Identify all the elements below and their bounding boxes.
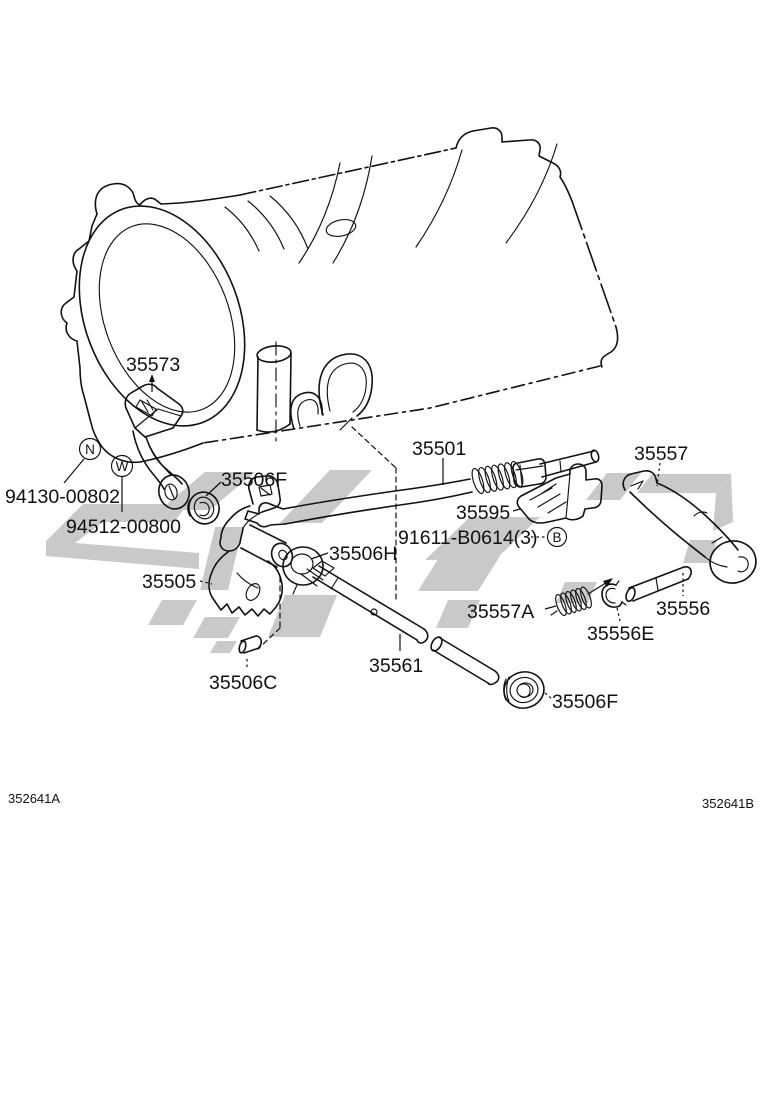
callout-35506F-upper: 35506F — [221, 469, 288, 491]
callout-35573: 35573 — [126, 354, 181, 376]
marker-letter-b: B — [552, 530, 562, 545]
marker-letter-n: N — [85, 442, 95, 457]
callout-35505: 35505 — [142, 571, 197, 593]
marker-letter-w: W — [115, 459, 129, 474]
callout-35595: 35595 — [456, 502, 511, 524]
callout-35561: 35561 — [369, 655, 424, 677]
marker-circle-w — [112, 456, 133, 477]
callout-35556E: 35556E — [587, 623, 655, 645]
part-35506F-lower-drawing — [501, 668, 548, 712]
callout-94130-00802: 94130-00802 — [5, 486, 120, 508]
callout-35501: 35501 — [412, 438, 467, 460]
marker-circle-n — [80, 439, 101, 460]
callout-91611-B0614: 91611-B0614(3) — [398, 527, 538, 549]
figure-code-right: 352641B — [702, 796, 755, 811]
callout-35557A: 35557A — [467, 601, 535, 623]
callout-35557: 35557 — [634, 443, 689, 465]
callout-35506F-lower: 35506F — [552, 691, 619, 713]
marker-circle-b — [548, 528, 567, 547]
figure-code-left: 352641A — [8, 791, 61, 806]
callout-35506C: 35506C — [209, 672, 278, 694]
transmission-case-drawing — [49, 128, 617, 649]
callout-35506H: 35506H — [329, 543, 398, 565]
part-35506C-drawing — [238, 636, 261, 654]
part-35556E-drawing — [602, 581, 626, 607]
callout-35556: 35556 — [656, 598, 711, 620]
callout-94512-00800: 94512-00800 — [66, 516, 181, 538]
corner-codes — [8, 791, 754, 811]
